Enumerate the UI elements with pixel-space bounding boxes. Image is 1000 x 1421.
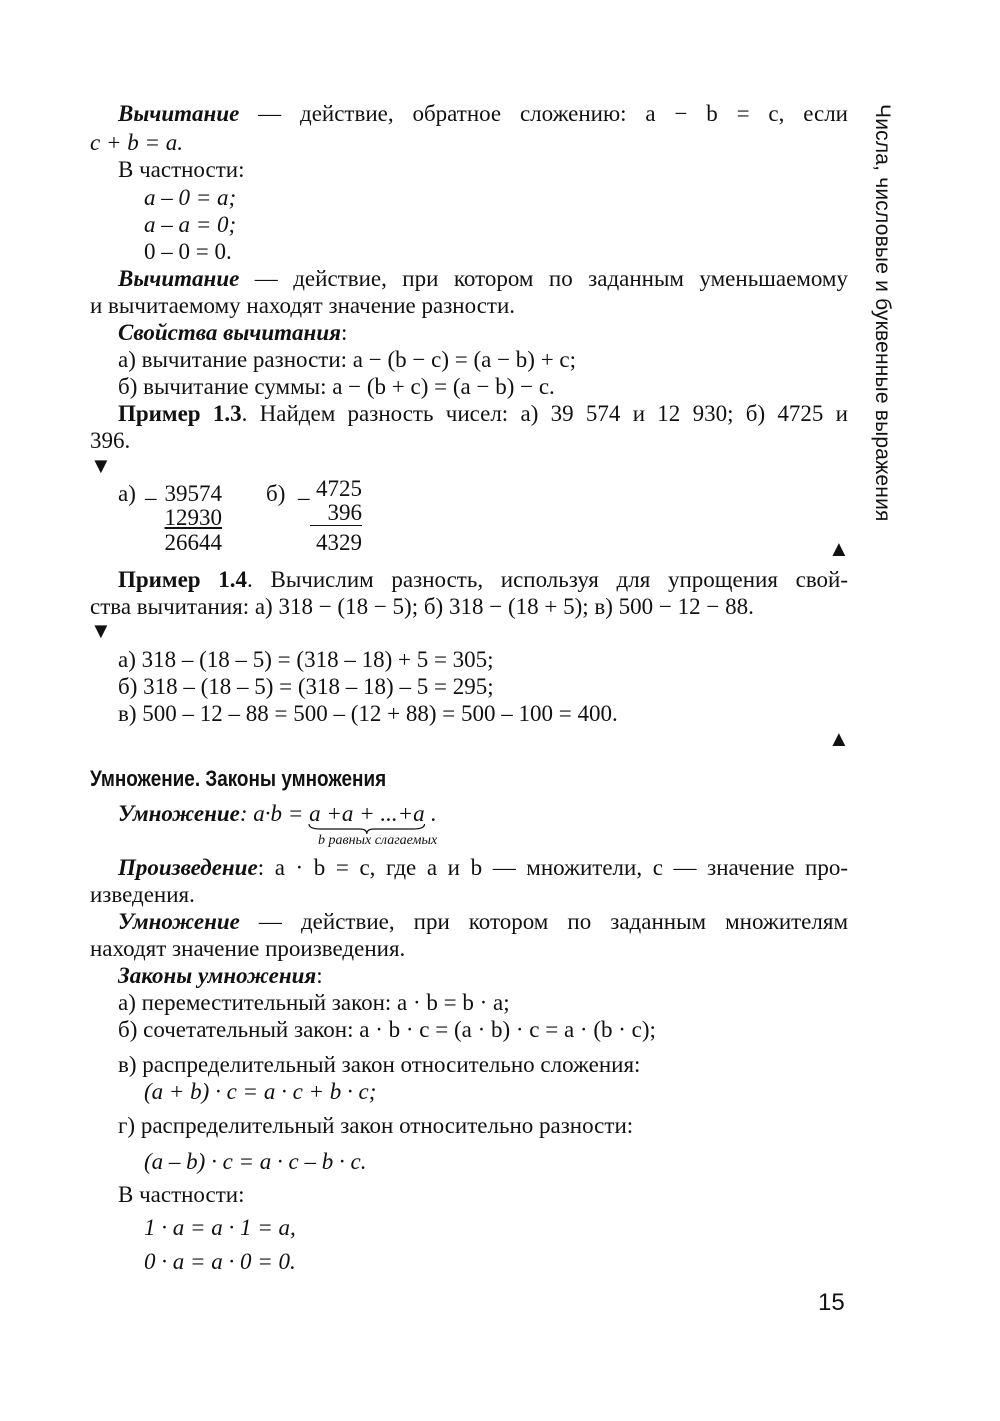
term: Свойства вычитания (118, 320, 341, 345)
term-multiplication: Умножение (118, 801, 240, 826)
case-b-label: б) (266, 481, 286, 506)
formula: 0 – 0 = 0. (144, 239, 232, 264)
law-a: а) переместительный закон: a · b = b · a; (118, 990, 510, 1015)
solution-b: б) 318 – (18 – 5) = (318 – 18) – 5 = 295; (118, 674, 494, 699)
law-c-formula: (a + b) · c = a · c + b · c; (144, 1079, 377, 1104)
example-1-3-line1 (90, 402, 848, 425)
term-product: Произведение (118, 855, 258, 880)
partial-label: В частности: (118, 157, 245, 182)
start-marker-icon: ▼ (90, 618, 112, 643)
minuend: 4725 (316, 476, 362, 501)
end-marker-icon: ▲ (828, 726, 850, 751)
running-title: Числа, числовые и буквенные выражения (871, 104, 894, 522)
text: — действие, обратное сложению: a − b = c, если (239, 101, 848, 126)
brace-note: b равных слагаемых (318, 833, 438, 848)
subtraction-action-line2: и вычитаемому находят значение разности. (90, 293, 516, 318)
sum-line (310, 525, 362, 526)
term-subtraction: Вычитание (118, 101, 240, 126)
example-label: Пример 1.3 (118, 401, 242, 426)
colon: : (316, 963, 323, 988)
product-def-line1 (90, 856, 848, 879)
text: — действие, при котором по заданным уменьшаемому (239, 266, 848, 291)
section-heading: Умножение. Законы умножения (90, 766, 387, 791)
subtraction-def-line1 (90, 102, 848, 125)
formula: a – a = 0; (144, 212, 237, 237)
subtrahend: 396 (327, 500, 362, 525)
law-d: г) распределительный закон относительно разности: (118, 1113, 634, 1138)
solution-a: а) 318 – (18 – 5) = (318 – 18) + 5 = 305; (118, 647, 494, 672)
sum-terms: a +a + ...+a (309, 801, 425, 826)
subtraction-def-line2: c + b = a. (90, 130, 183, 155)
subtraction-action-line1 (90, 267, 848, 290)
multiplication-action-line1 (90, 910, 848, 933)
law-b: б) сочетательный закон: a · b · c = (a · b) · c = a · (b · c); (118, 1017, 656, 1042)
example-1-3-line2: 396. (90, 428, 131, 453)
minus-sign: _ (298, 477, 310, 502)
example-1-4-line2: ства вычитания: а) 318 − (18 − 5); б) 318 − (18 + 5); в) 500 − 12 − 88. (90, 594, 754, 619)
text: . Найдем разность чисел: а) 39 574 и 12 930; б) 4725 и (241, 401, 848, 426)
difference: 26644 (164, 530, 222, 555)
term-subtraction: Вычитание (118, 266, 240, 291)
term-multiplication: Умножение (118, 909, 240, 934)
colon: : (340, 320, 348, 345)
example-label: Пример 1.4 (118, 567, 248, 592)
case-a-label: а) (118, 481, 136, 506)
subtrahend: 12930 (164, 505, 222, 530)
example-1-4-line1 (90, 568, 848, 591)
minus-sign: _ (145, 477, 157, 502)
start-marker-icon: ▼ (90, 453, 112, 478)
special-case-1: 1 · a = a · 1 = a, (144, 1215, 296, 1240)
law-d-formula: (a – b) · c = a · c – b · c. (144, 1149, 367, 1174)
difference: 4329 (316, 530, 362, 555)
end-marker-icon: ▲ (828, 536, 850, 561)
properties-title (118, 321, 347, 344)
product-def-line2: изведения. (90, 882, 195, 907)
text: : a · b = c, где a и b — множители, c — значение про- (257, 855, 848, 880)
underbraced-sum (309, 802, 425, 825)
multiplication-def (118, 802, 436, 825)
property-a: а) вычитание разности: a − (b − c) = (a − b) + c; (118, 347, 577, 372)
property-b: б) вычитание суммы: a − (b + c) = (a − b) − c. (118, 374, 555, 399)
text: . Вычислим разность, используя для упрощения свой- (247, 567, 848, 592)
multiplication-action-line2: находят значение произведения. (90, 936, 406, 961)
law-c: в) распределительный закон относительно сложения: (118, 1052, 641, 1077)
formula-lhs: : a·b = (239, 801, 310, 826)
page-number: 15 (818, 1289, 845, 1316)
text: — действие, при котором по заданным множителям (239, 909, 848, 934)
partial-label: В частности: (118, 1182, 245, 1207)
laws-title (118, 964, 323, 987)
formula: a – 0 = a; (144, 185, 237, 210)
minuend: 39574 (164, 481, 222, 506)
special-case-2: 0 · a = a · 0 = 0. (144, 1249, 296, 1274)
solution-c: в) 500 – 12 – 88 = 500 – (12 + 88) = 500 – 100 = 400. (118, 701, 618, 726)
term: Законы умножения (118, 963, 317, 988)
period: . (424, 801, 437, 826)
